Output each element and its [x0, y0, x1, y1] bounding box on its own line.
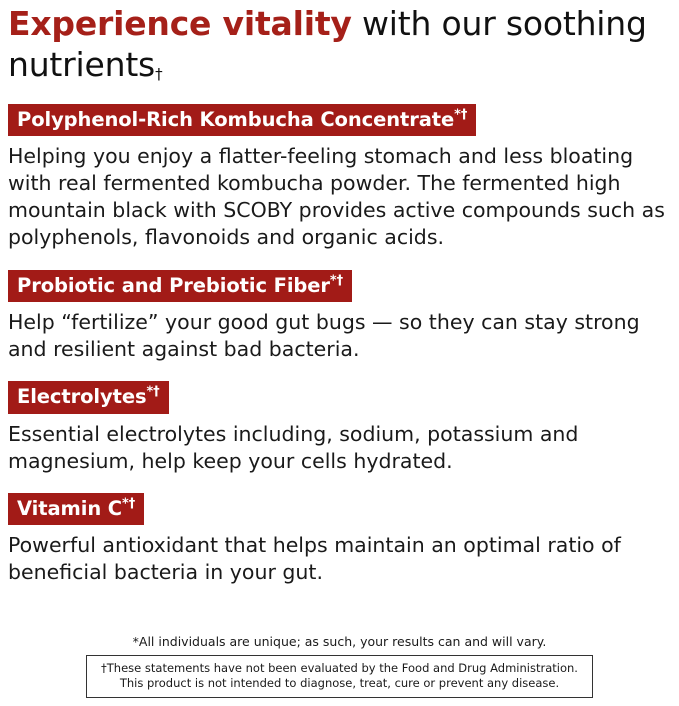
section-kombucha-tag-superscript: *† [454, 107, 468, 123]
headline-accent-text: Experience vitality [8, 4, 352, 43]
section-kombucha [8, 104, 671, 252]
headline-dagger-symbol: † [155, 64, 163, 83]
section-vitamin-c-tag [8, 493, 144, 526]
section-kombucha-text: Helping you enjoy a flatter-feeling stomach and less bloating with real fermented kombucha powder. The fermented high mountain black with SCOBY provides active compounds such as polyphenols, flavonoids and organic acids. [8, 144, 665, 250]
section-vitamin-c-text: Powerful antioxidant that helps maintain an optimal ratio of beneficial bacteria in your gut. [8, 533, 621, 585]
footnote-fda-line-2: This product is not intended to diagnose, treat, cure or prevent any disease. [119, 675, 560, 690]
section-electrolytes-tag-label: Electrolytes [17, 385, 147, 409]
section-fiber-tag [8, 270, 352, 303]
section-electrolytes-tag [8, 381, 169, 414]
section-electrolytes-tag-superscript: *† [146, 384, 160, 400]
section-vitamin-c-tag-label: Vitamin C [17, 496, 122, 520]
section-fiber-text: Help “fertilize” your good gut bugs — so they can stay strong and resilient against bad bacteria. [8, 310, 640, 362]
section-kombucha-tag-label: Polyphenol-Rich Kombucha Concentrate [17, 107, 455, 131]
section-kombucha-tag [8, 104, 476, 137]
section-fiber-tag-superscript: *† [329, 273, 344, 288]
section-electrolytes [8, 381, 671, 475]
section-vitamin-c-tag-superscript: *† [122, 496, 136, 512]
section-vitamin-c [8, 493, 671, 587]
section-fiber [8, 270, 671, 364]
section-fiber-tag-label: Probiotic and Prebiotic Fiber [17, 273, 330, 297]
footnote-asterisk-note: *All individuals are unique; as such, your results can and will vary. [132, 633, 547, 649]
page-title [8, 0, 671, 86]
footnote-fda-disclaimer-box [86, 655, 593, 698]
section-electrolytes-text: Essential electrolytes including, sodium, potassium and magnesium, help keep your cells hydrated. [8, 421, 579, 473]
footnotes [0, 634, 679, 698]
headline-rest-text: with our soothing nutrients [8, 4, 647, 84]
footnote-fda-line-1: †These statements have not been evaluated by the Food and Drug Administration. [101, 660, 578, 675]
